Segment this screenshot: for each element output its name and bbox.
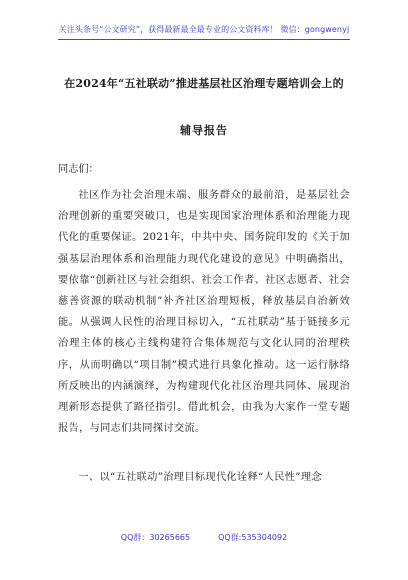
footer-qq-group: QQ群：30265665 <box>120 533 191 542</box>
document-subtitle: 辅导报告 <box>180 124 228 137</box>
footer-contacts <box>0 532 408 543</box>
header-divider <box>58 39 350 40</box>
section-heading: 一、以“五社联动”治理目标现代化诠释“人民性”理念 <box>78 472 322 483</box>
footer-qq-group-alt: QQ群:535304092 <box>218 533 288 542</box>
header-banner: 关注头条号“公文研究”，获得最新最全最专业的公文资料库！ 微信：gongwenyj <box>58 25 350 34</box>
body-paragraph: 社区作为社会治理末端、服务群众的最前沿，是基层社会治理创新的重要突破口，也是实现国家治理体系和治理能力现代化的重要保证。2021年，中共中央、国务院印发的《关于加强基层治理体系和治理能力现代化建设的意见》中明确指出，要依靠“创新社区与社会组织、社会工作者、社区志愿者、社会慈善资源的联动机制”补齐社区治理短板，释放基层自治新效能。从强调人民性的治理目标切入，“五社联动”基于链接多元治理主体的核心主线构建符合集体规范与文化认同的治理秩序，从而明确以“项目制”模式进行具象化推动。这一运行脉络所反映出的内涵演绎，为构建现代化社区治理共同体、展现治理新形态提供了路径指引。借此机会，由我为大家作一堂专题报告，与同志们共同探讨交流。 <box>58 190 350 435</box>
document-title: 在2024年“五社联动”推进基层社区治理专题培训会上的 <box>64 77 344 90</box>
greeting: 同志们： <box>58 164 99 175</box>
